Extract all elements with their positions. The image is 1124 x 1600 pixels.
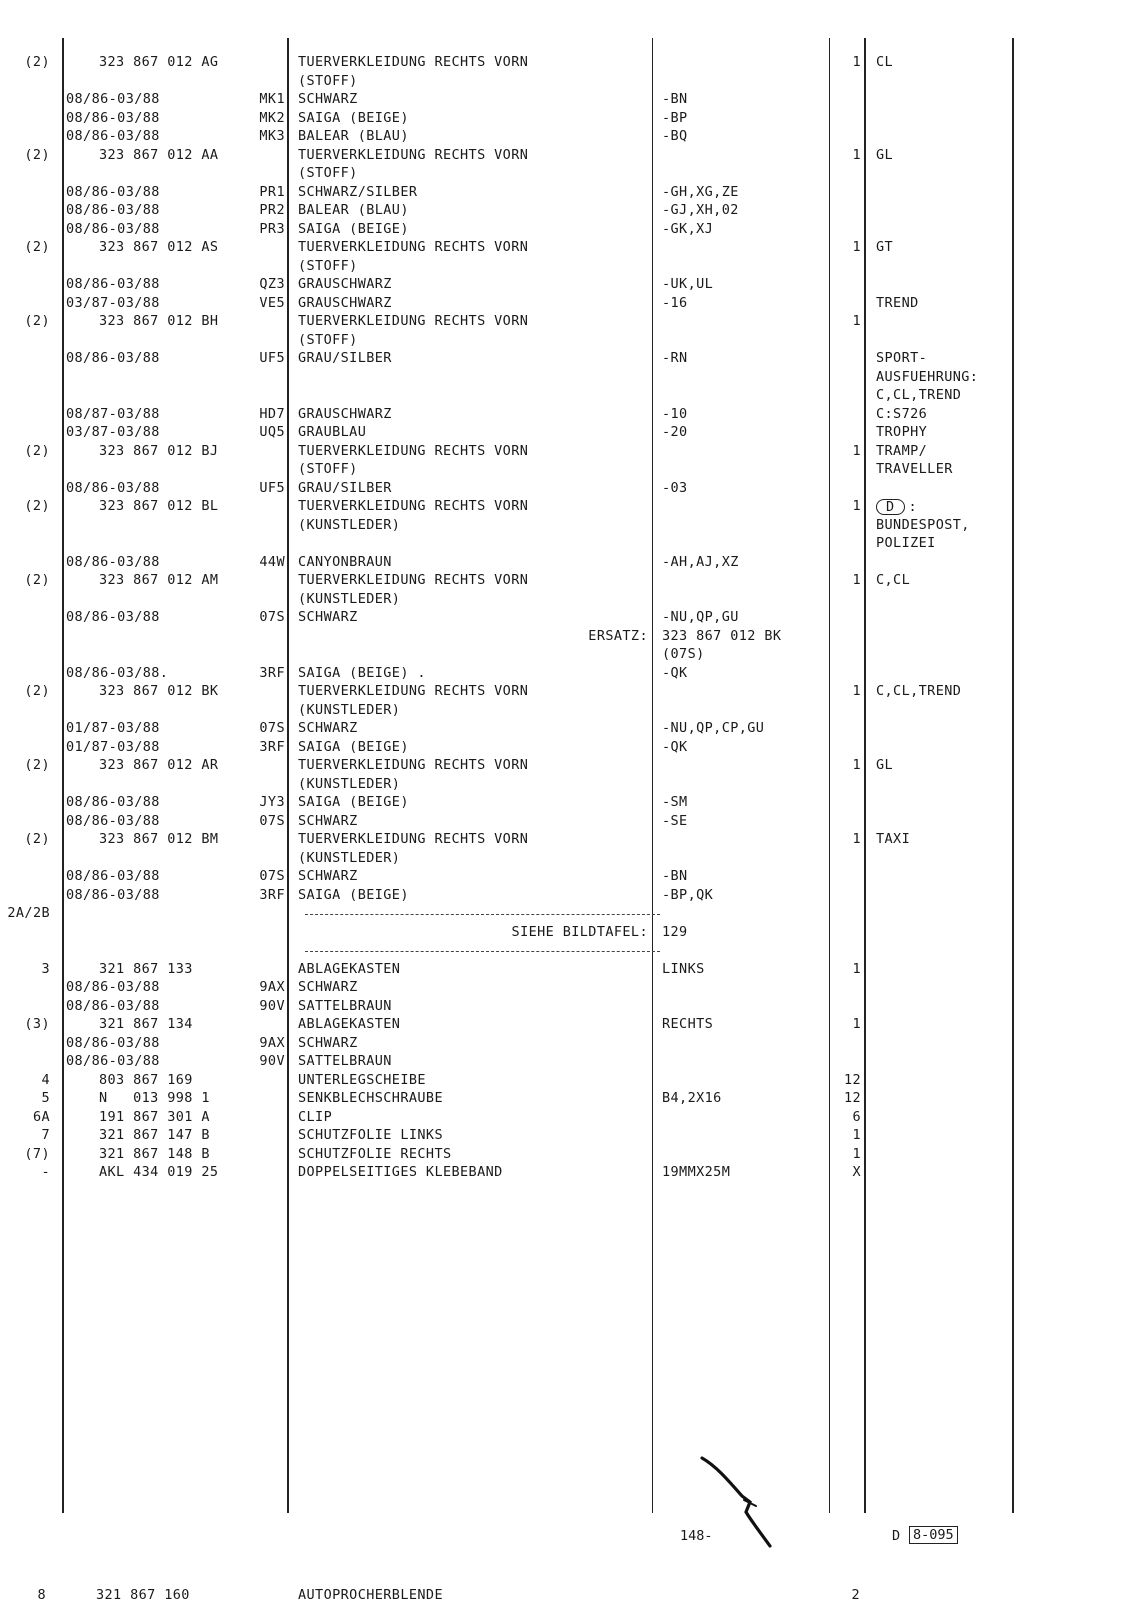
column-rule-right — [1012, 38, 1014, 1513]
row-desc: SENKBLECHSCHRAUBE — [298, 1090, 443, 1106]
row-pos: 7 — [41, 1127, 50, 1143]
row-desc: SCHWARZ — [298, 91, 358, 107]
row-info: -10 — [662, 405, 688, 422]
row-date: 08/86-03/88 — [66, 183, 160, 200]
row-info: -SE — [662, 812, 688, 829]
row-code: 07S — [259, 720, 285, 736]
row-qty: 1 — [852, 757, 861, 773]
row-pos: (2) — [24, 757, 50, 773]
row-date: 08/86-03/88 — [66, 868, 160, 884]
row-desc: TUERVERKLEIDUNG RECHTS VORN — [298, 442, 529, 459]
row-info: -QK — [662, 738, 688, 755]
row-desc: SCHWARZ — [298, 720, 358, 736]
row-part: 323 867 012 AG — [99, 54, 219, 70]
row-code: UF5 — [259, 479, 285, 496]
row-date: 08/86-03/88 — [66, 997, 160, 1014]
row-info: -GK,XJ — [662, 220, 714, 237]
row-part: 323 867 012 AS — [99, 239, 219, 255]
row-info: -SM — [662, 794, 688, 810]
row-code: UQ5 — [259, 424, 285, 440]
row-date: 08/86-03/88 — [66, 202, 160, 218]
row-part: 323 867 012 AM — [99, 572, 219, 588]
row-code: QZ3 — [259, 276, 285, 292]
footer-code-prefix: D — [892, 1528, 901, 1544]
row-note: C,CL — [876, 572, 911, 588]
row-qty: 1 — [852, 498, 861, 514]
cutoff-description: AUTOPROCHERBLENDE — [298, 1587, 443, 1600]
row-desc: (KUNSTLEDER) — [298, 516, 401, 533]
row-qty: 1 — [852, 146, 861, 163]
row-code: MK2 — [259, 109, 285, 126]
row-desc: SCHWARZ — [298, 1034, 358, 1051]
row-desc: GRAUBLAU — [298, 424, 367, 440]
row-part: 323 867 012 AR — [99, 757, 219, 773]
row-note: GL — [876, 757, 894, 773]
cutoff-row — [0, 1582, 1124, 1600]
row-info: -QK — [662, 664, 688, 681]
row-desc: SCHWARZ — [298, 868, 358, 884]
row-desc: ABLAGEKASTEN — [298, 960, 401, 977]
row-desc: TUERVERKLEIDUNG RECHTS VORN — [298, 54, 529, 70]
row-code: UF5 — [259, 350, 285, 366]
row-desc: SAIGA (BEIGE) . — [298, 664, 426, 681]
row-code: 07S — [259, 609, 285, 625]
row-code: PR1 — [259, 183, 285, 200]
row-qty: 1 — [852, 1145, 861, 1162]
row-code: 3RF — [259, 738, 285, 755]
row-desc: SCHWARZ/SILBER — [298, 183, 418, 200]
row-note: AUSFUEHRUNG: — [876, 368, 979, 385]
dashed-separator — [305, 914, 660, 915]
row-desc-right: SIEHE BILDTAFEL: — [511, 923, 648, 940]
column-rule-note — [864, 38, 866, 1513]
row-code: 90V — [259, 997, 285, 1014]
row-note: TROPHY — [876, 424, 928, 440]
row-desc: GRAUSCHWARZ — [298, 276, 392, 292]
row-note: GT — [876, 239, 894, 255]
column-rule-left — [62, 38, 64, 1513]
row-qty: 6 — [852, 1108, 861, 1125]
row-info: -AH,AJ,XZ — [662, 553, 739, 570]
row-desc: GRAU/SILBER — [298, 479, 392, 496]
column-rule-description — [287, 38, 289, 1513]
row-info: -BN — [662, 91, 688, 107]
footer-page-number: 148- — [680, 1528, 713, 1544]
row-qty: 1 — [852, 683, 861, 699]
row-date: 08/86-03/88 — [66, 109, 160, 126]
row-desc: (KUNSTLEDER) — [298, 701, 401, 718]
row-desc: BALEAR (BLAU) — [298, 128, 409, 144]
row-date: 08/86-03/88 — [66, 350, 160, 366]
row-info: -UK,UL — [662, 276, 714, 292]
row-qty: 1 — [852, 831, 861, 847]
row-pos: (2) — [24, 146, 50, 163]
row-part: 323 867 012 BK — [99, 683, 219, 699]
row-desc: SCHUTZFOLIE RECHTS — [298, 1145, 452, 1162]
row-pos: (3) — [24, 1016, 50, 1032]
row-desc: TUERVERKLEIDUNG RECHTS VORN — [298, 498, 529, 514]
row-desc: (KUNSTLEDER) — [298, 849, 401, 866]
row-code: 9AX — [259, 1034, 285, 1051]
row-info: -NU,QP,GU — [662, 609, 739, 625]
row-desc: GRAUSCHWARZ — [298, 405, 392, 422]
row-info: 129 — [662, 923, 688, 940]
row-note: C,CL,TREND — [876, 683, 962, 699]
row-part: 321 867 148 B — [99, 1145, 210, 1162]
row-pos: (2) — [24, 831, 50, 847]
row-date: 08/86-03/88 — [66, 553, 160, 570]
row-info: -BN — [662, 868, 688, 884]
row-note: TRAVELLER — [876, 461, 953, 477]
row-desc: (STOFF) — [298, 257, 358, 274]
row-note: SPORT- — [876, 350, 928, 366]
row-desc: (KUNSTLEDER) — [298, 590, 401, 607]
row-pos: - — [41, 1164, 50, 1180]
row-info: 323 867 012 BK — [662, 627, 782, 644]
row-note: POLIZEI — [876, 535, 936, 551]
row-qty: 12 — [843, 1071, 861, 1088]
row-desc: SATTELBRAUN — [298, 1053, 392, 1069]
row-desc: SAIGA (BEIGE) — [298, 220, 409, 237]
row-desc: TUERVERKLEIDUNG RECHTS VORN — [298, 572, 529, 588]
row-desc-right: ERSATZ: — [588, 627, 648, 644]
row-pos: 4 — [41, 1071, 50, 1088]
row-part: 323 867 012 BM — [99, 831, 219, 847]
row-part: 803 867 169 — [99, 1071, 193, 1088]
row-date: 08/86-03/88 — [66, 1053, 160, 1069]
row-desc: SATTELBRAUN — [298, 997, 392, 1014]
row-code: PR3 — [259, 220, 285, 237]
row-info: B4,2X16 — [662, 1090, 722, 1106]
row-part: 191 867 301 A — [99, 1108, 210, 1125]
row-desc: (STOFF) — [298, 331, 358, 348]
row-part: 323 867 012 BH — [99, 313, 219, 329]
row-note — [876, 499, 917, 515]
footer-section-code: 8-095 — [909, 1526, 958, 1544]
row-info: (07S) — [662, 646, 705, 662]
cutoff-part-number: 321 867 160 — [96, 1587, 190, 1600]
row-date: 08/86-03/88 — [66, 128, 160, 144]
row-date: 03/87-03/88 — [66, 294, 160, 311]
row-pos: 3 — [41, 960, 50, 977]
row-code: MK1 — [259, 91, 285, 107]
row-part: AKL 434 019 25 — [99, 1164, 219, 1180]
row-note: TAXI — [876, 831, 911, 847]
row-info: -BP,QK — [662, 886, 714, 903]
row-desc: SCHWARZ — [298, 979, 358, 995]
row-note: C,CL,TREND — [876, 387, 962, 403]
row-info: -GJ,XH,02 — [662, 202, 739, 218]
row-qty: 1 — [852, 1016, 861, 1032]
row-code: 44W — [259, 553, 285, 570]
row-note-text: : — [908, 499, 918, 515]
row-code: 07S — [259, 812, 285, 829]
dashed-separator — [305, 951, 660, 952]
row-pos: (2) — [24, 683, 50, 699]
row-desc: ABLAGEKASTEN — [298, 1016, 401, 1032]
row-pos: (2) — [24, 442, 50, 459]
row-date: 08/86-03/88. — [66, 664, 169, 681]
row-qty: 1 — [852, 313, 861, 329]
row-date: 08/86-03/88 — [66, 886, 160, 903]
row-desc: TUERVERKLEIDUNG RECHTS VORN — [298, 146, 529, 163]
row-info: -16 — [662, 294, 688, 311]
row-desc: (KUNSTLEDER) — [298, 775, 401, 792]
row-info: LINKS — [662, 960, 705, 977]
country-circle-icon: D — [876, 499, 905, 515]
row-desc: SCHWARZ — [298, 609, 358, 625]
row-desc: CANYONBRAUN — [298, 553, 392, 570]
row-code: JY3 — [259, 794, 285, 810]
cutoff-pos: 8 — [37, 1587, 46, 1600]
row-date: 01/87-03/88 — [66, 720, 160, 736]
row-note: CL — [876, 54, 894, 70]
row-code: 9AX — [259, 979, 285, 995]
row-pos: (7) — [24, 1145, 50, 1162]
row-date: 08/86-03/88 — [66, 609, 160, 625]
row-date: 08/86-03/88 — [66, 979, 160, 995]
row-date: 08/86-03/88 — [66, 1034, 160, 1051]
row-pos: (2) — [24, 239, 50, 255]
row-pos: 2A/2B — [7, 905, 50, 921]
column-rule-qty — [829, 38, 830, 1513]
row-desc: TUERVERKLEIDUNG RECHTS VORN — [298, 683, 529, 699]
row-info: -RN — [662, 350, 688, 366]
row-desc: TUERVERKLEIDUNG RECHTS VORN — [298, 239, 529, 255]
row-code: 90V — [259, 1053, 285, 1069]
row-desc: SCHUTZFOLIE LINKS — [298, 1127, 443, 1143]
row-desc: CLIP — [298, 1108, 333, 1125]
row-date: 01/87-03/88 — [66, 738, 160, 755]
row-pos: 6A — [32, 1108, 50, 1125]
row-qty: 1 — [852, 1127, 861, 1143]
row-qty: 1 — [852, 960, 861, 977]
row-desc: SCHWARZ — [298, 812, 358, 829]
row-desc: SAIGA (BEIGE) — [298, 886, 409, 903]
row-qty: 1 — [852, 54, 861, 70]
row-date: 08/86-03/88 — [66, 794, 160, 810]
row-code: PR2 — [259, 202, 285, 218]
row-code: HD7 — [259, 405, 285, 422]
row-part: 321 867 133 — [99, 960, 193, 977]
row-pos: (2) — [24, 498, 50, 514]
row-date: 08/86-03/88 — [66, 276, 160, 292]
row-desc: UNTERLEGSCHEIBE — [298, 1071, 426, 1088]
row-info: RECHTS — [662, 1016, 714, 1032]
row-code: 3RF — [259, 886, 285, 903]
row-pos: (2) — [24, 313, 50, 329]
column-rule-info — [652, 38, 653, 1513]
row-desc: TUERVERKLEIDUNG RECHTS VORN — [298, 313, 529, 329]
row-pos: (2) — [24, 572, 50, 588]
cutoff-qty: 2 — [851, 1587, 860, 1600]
row-part: 323 867 012 BJ — [99, 442, 219, 459]
row-desc: TUERVERKLEIDUNG RECHTS VORN — [298, 831, 529, 847]
row-qty: 1 — [852, 572, 861, 588]
row-desc: BALEAR (BLAU) — [298, 202, 409, 218]
row-qty: 12 — [843, 1090, 861, 1106]
row-desc: SAIGA (BEIGE) — [298, 738, 409, 755]
row-date: 08/87-03/88 — [66, 405, 160, 422]
row-note: BUNDESPOST, — [876, 516, 970, 533]
row-desc: GRAUSCHWARZ — [298, 294, 392, 311]
row-date: 08/86-03/88 — [66, 91, 160, 107]
row-code: VE5 — [259, 294, 285, 311]
row-info: -GH,XG,ZE — [662, 183, 739, 200]
row-desc: SAIGA (BEIGE) — [298, 109, 409, 126]
row-qty: 1 — [852, 239, 861, 255]
row-info: -BP — [662, 109, 688, 126]
row-desc: TUERVERKLEIDUNG RECHTS VORN — [298, 757, 529, 773]
row-part: 321 867 147 B — [99, 1127, 210, 1143]
row-desc: DOPPELSEITIGES KLEBEBAND — [298, 1164, 503, 1180]
row-desc: GRAU/SILBER — [298, 350, 392, 366]
row-desc: SAIGA (BEIGE) — [298, 794, 409, 810]
row-part: 321 867 134 — [99, 1016, 193, 1032]
row-date: 08/86-03/88 — [66, 220, 160, 237]
row-pos: (2) — [24, 54, 50, 70]
row-date: 03/87-03/88 — [66, 424, 160, 440]
row-desc: (STOFF) — [298, 165, 358, 181]
row-desc: (STOFF) — [298, 461, 358, 477]
row-code: MK3 — [259, 128, 285, 144]
row-note: TRAMP/ — [876, 442, 928, 459]
row-note: TREND — [876, 294, 919, 311]
row-info: -03 — [662, 479, 688, 496]
row-desc: (STOFF) — [298, 72, 358, 89]
row-info: -20 — [662, 424, 688, 440]
row-note: GL — [876, 146, 894, 163]
row-pos: 5 — [41, 1090, 50, 1106]
row-info: 19MMX25M — [662, 1164, 731, 1180]
row-part: 323 867 012 AA — [99, 146, 219, 163]
row-code: 07S — [259, 868, 285, 884]
row-code: 3RF — [259, 664, 285, 681]
row-qty: 1 — [852, 442, 861, 459]
row-qty: X — [852, 1164, 861, 1180]
row-info: -NU,QP,CP,GU — [662, 720, 765, 736]
row-date: 08/86-03/88 — [66, 479, 160, 496]
row-info: -BQ — [662, 128, 688, 144]
row-part: 323 867 012 BL — [99, 498, 219, 514]
row-part: N 013 998 1 — [99, 1090, 210, 1106]
row-note: C:S726 — [876, 405, 928, 422]
row-date: 08/86-03/88 — [66, 812, 160, 829]
